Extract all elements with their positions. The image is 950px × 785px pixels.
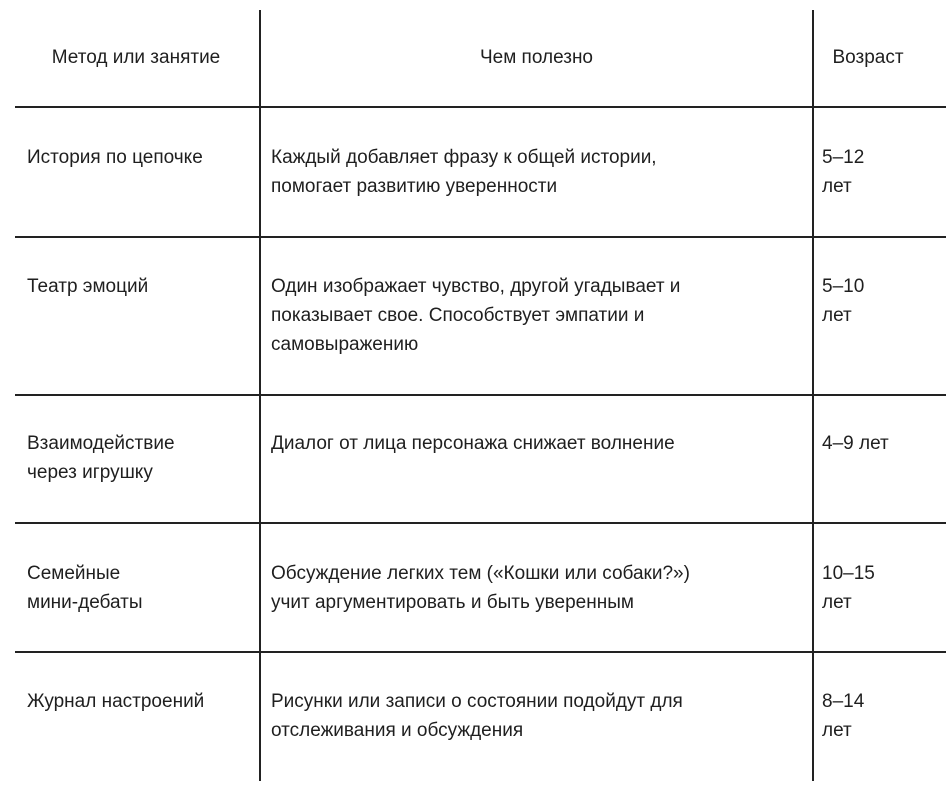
row-1-method: История по цепочке	[27, 147, 203, 168]
row-divider	[15, 236, 946, 238]
row-3-benefit: Диалог от лица персонажа снижает волнение	[271, 433, 675, 454]
row-3-age: 4–9 лет	[822, 433, 889, 454]
row-2-age: 5–10 лет	[822, 276, 865, 326]
row-divider	[15, 522, 946, 524]
row-1-benefit: Каждый добавляет фразу к общей истории, помогает развитию уверенности	[271, 147, 657, 197]
row-2-method: Театр эмоций	[27, 276, 149, 297]
row-5-method: Журнал настроений	[27, 691, 205, 712]
row-divider	[15, 394, 946, 396]
row-divider	[15, 106, 946, 108]
row-2-benefit: Один изображает чувство, другой угадывает и показывает свое. Способствует эмпатии и самовыражению	[271, 276, 681, 355]
row-4-benefit: Обсуждение легких тем («Кошки или собаки?») учит аргументировать и быть уверенным	[271, 563, 690, 613]
header-benefit: Чем полезно	[479, 47, 594, 68]
row-1-age: 5–12 лет	[822, 147, 865, 197]
header-method: Метод или занятие	[51, 47, 221, 68]
row-4-age: 10–15 лет	[822, 563, 875, 613]
row-4-method: Семейные мини-дебаты	[27, 563, 143, 613]
header-age: Возраст	[832, 47, 904, 68]
row-divider	[15, 651, 946, 653]
row-3-method: Взаимодействие через игрушку	[27, 433, 175, 483]
row-5-age: 8–14 лет	[822, 691, 865, 741]
row-5-benefit: Рисунки или записи о состоянии подойдут для отслеживания и обсуждения	[271, 691, 683, 741]
